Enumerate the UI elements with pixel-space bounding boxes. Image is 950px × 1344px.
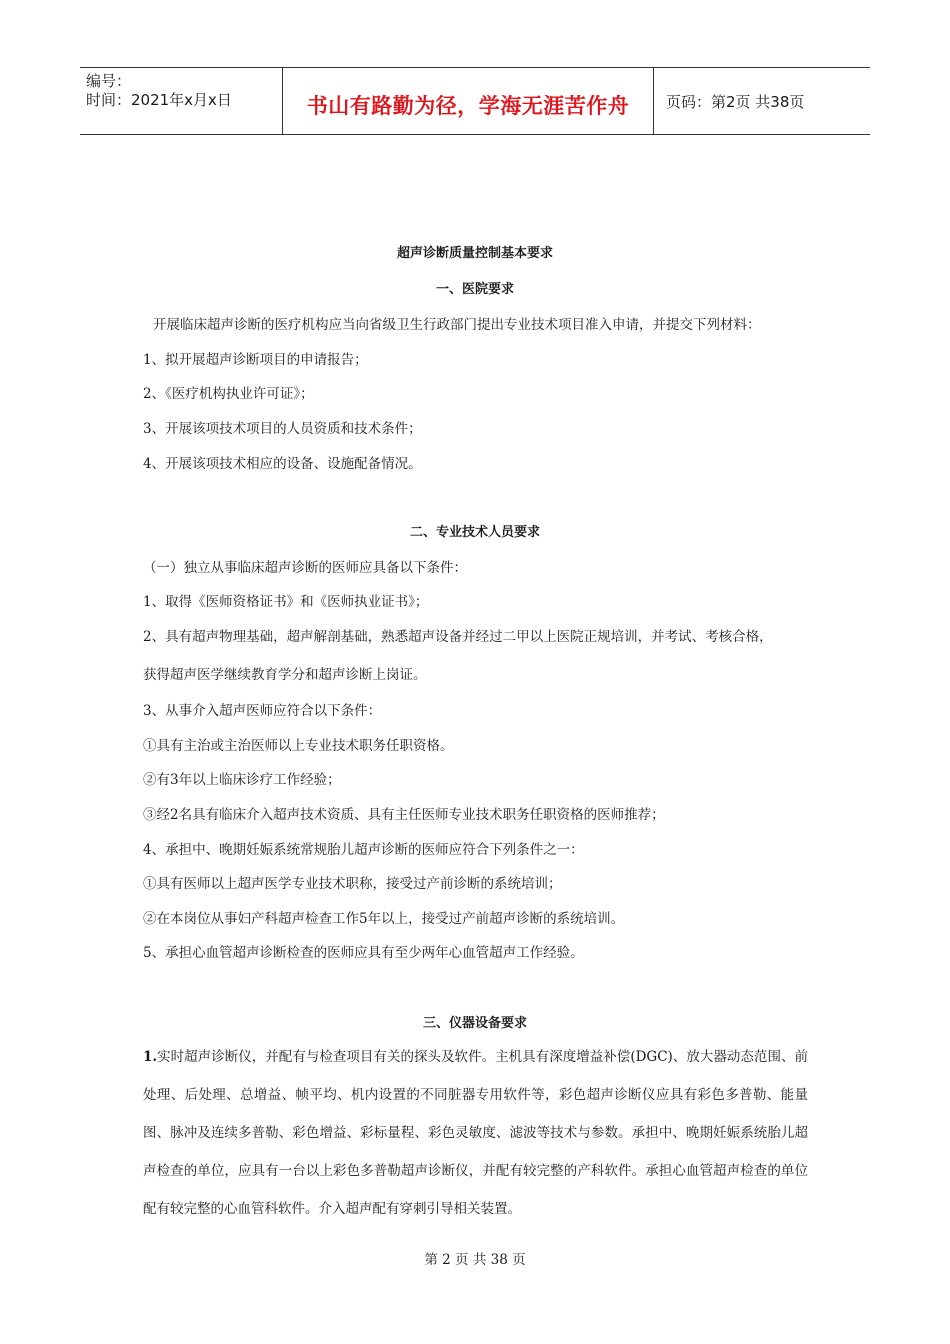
section2-line: 4、承担中、晚期妊娠系统常规胎儿超声诊断的医师应符合下列条件之一： — [143, 842, 584, 858]
section2-line: ②有3年以上临床诊疗工作经验； — [143, 772, 341, 788]
section1-item: 4、开展该项技术相应的设备、设施配备情况。 — [143, 456, 422, 472]
section2-line: （一）独立从事临床超声诊断的医师应具备以下条件： — [143, 560, 467, 576]
section2-line: ②在本岗位从事妇产科超声检查工作5年以上，接受过产前超声诊断的系统培训。 — [143, 911, 625, 927]
document-code-label: 编号： — [86, 72, 132, 90]
section1-item: 2、《医疗机构执业许可证》； — [143, 386, 314, 402]
header-page-info: 页码：第2页 共38页 — [666, 92, 805, 111]
section2-line: ①具有医师以上超声医学专业技术职称，接受过产前诊断的系统培训； — [143, 876, 562, 892]
section2-heading: 二、专业技术人员要求 — [409, 525, 540, 540]
section2-line: 3、从事介入超声医师应符合以下条件： — [143, 703, 382, 719]
header-page-info-cell — [654, 68, 870, 134]
section2-line: 获得超声医学继续教育学分和超声诊断上岗证。 — [143, 667, 427, 683]
page-footer: 第 2 页 共 38 页 — [424, 1252, 526, 1268]
section2-line: ①具有主治或主治医师以上专业技术职务任职资格。 — [143, 738, 454, 754]
document-title: 超声诊断质量控制基本要求 — [396, 246, 553, 261]
header-meta — [80, 68, 282, 134]
section3-paragraph — [143, 1038, 808, 1228]
section3-text: 实时超声诊断仪，并配有与检查项目有关的探头及软件。主机具有深度增益补偿(DGC)、放大器动态范围、前处理、后处理、总增益、帧平均、机内设置的不同脏器专用软件等，彩色超声诊断仪应具有彩色多普勒、能量图、脉冲及连续多普勒、彩色增益、彩标量程、彩色灵敏度、滤波等技术与参数。承担中、晚期妊娠系统胎儿超声检查的单位，应具有一台以上彩色多普勒超声诊断仪，并配有较完整的产科软件。承担心血管超声检查的单位配有较完整的心血管科软件。介入超声配有穿刺引导相关装置。 — [143, 1049, 808, 1217]
section1-item: 3、开展该项技术项目的人员资质和技术条件； — [143, 421, 422, 437]
section1-heading: 一、医院要求 — [435, 282, 514, 297]
header-motto-cell — [282, 68, 654, 134]
section2-line: ③经2名具有临床介入超声技术资质、具有主任医师专业技术职务任职资格的医师推荐； — [143, 807, 665, 823]
section2-line: 5、承担心血管超声诊断检查的医师应具有至少两年心血管超声工作经验。 — [143, 945, 584, 961]
page-header — [80, 67, 870, 135]
section1-intro: 开展临床超声诊断的医疗机构应当向省级卫生行政部门提出专业技术项目准入申请，并提交下列材料： — [153, 317, 761, 333]
section1-item: 1、拟开展超声诊断项目的申请报告； — [143, 352, 368, 368]
section2-line: 1、取得《医师资格证书》和《医师执业证书》； — [143, 594, 429, 610]
section3-item-number: 1. — [143, 1049, 158, 1065]
section2-line: 2、具有超声物理基础，超声解剖基础，熟悉超声设备并经过二甲以上医院正规培训，并考试、考核合格， — [143, 629, 773, 645]
document-time-label: 时间：2021年x月x日 — [86, 91, 232, 109]
header-motto: 书山有路勤为径，学海无涯苦作舟 — [306, 94, 630, 118]
section3-heading: 三、仪器设备要求 — [422, 1016, 527, 1031]
